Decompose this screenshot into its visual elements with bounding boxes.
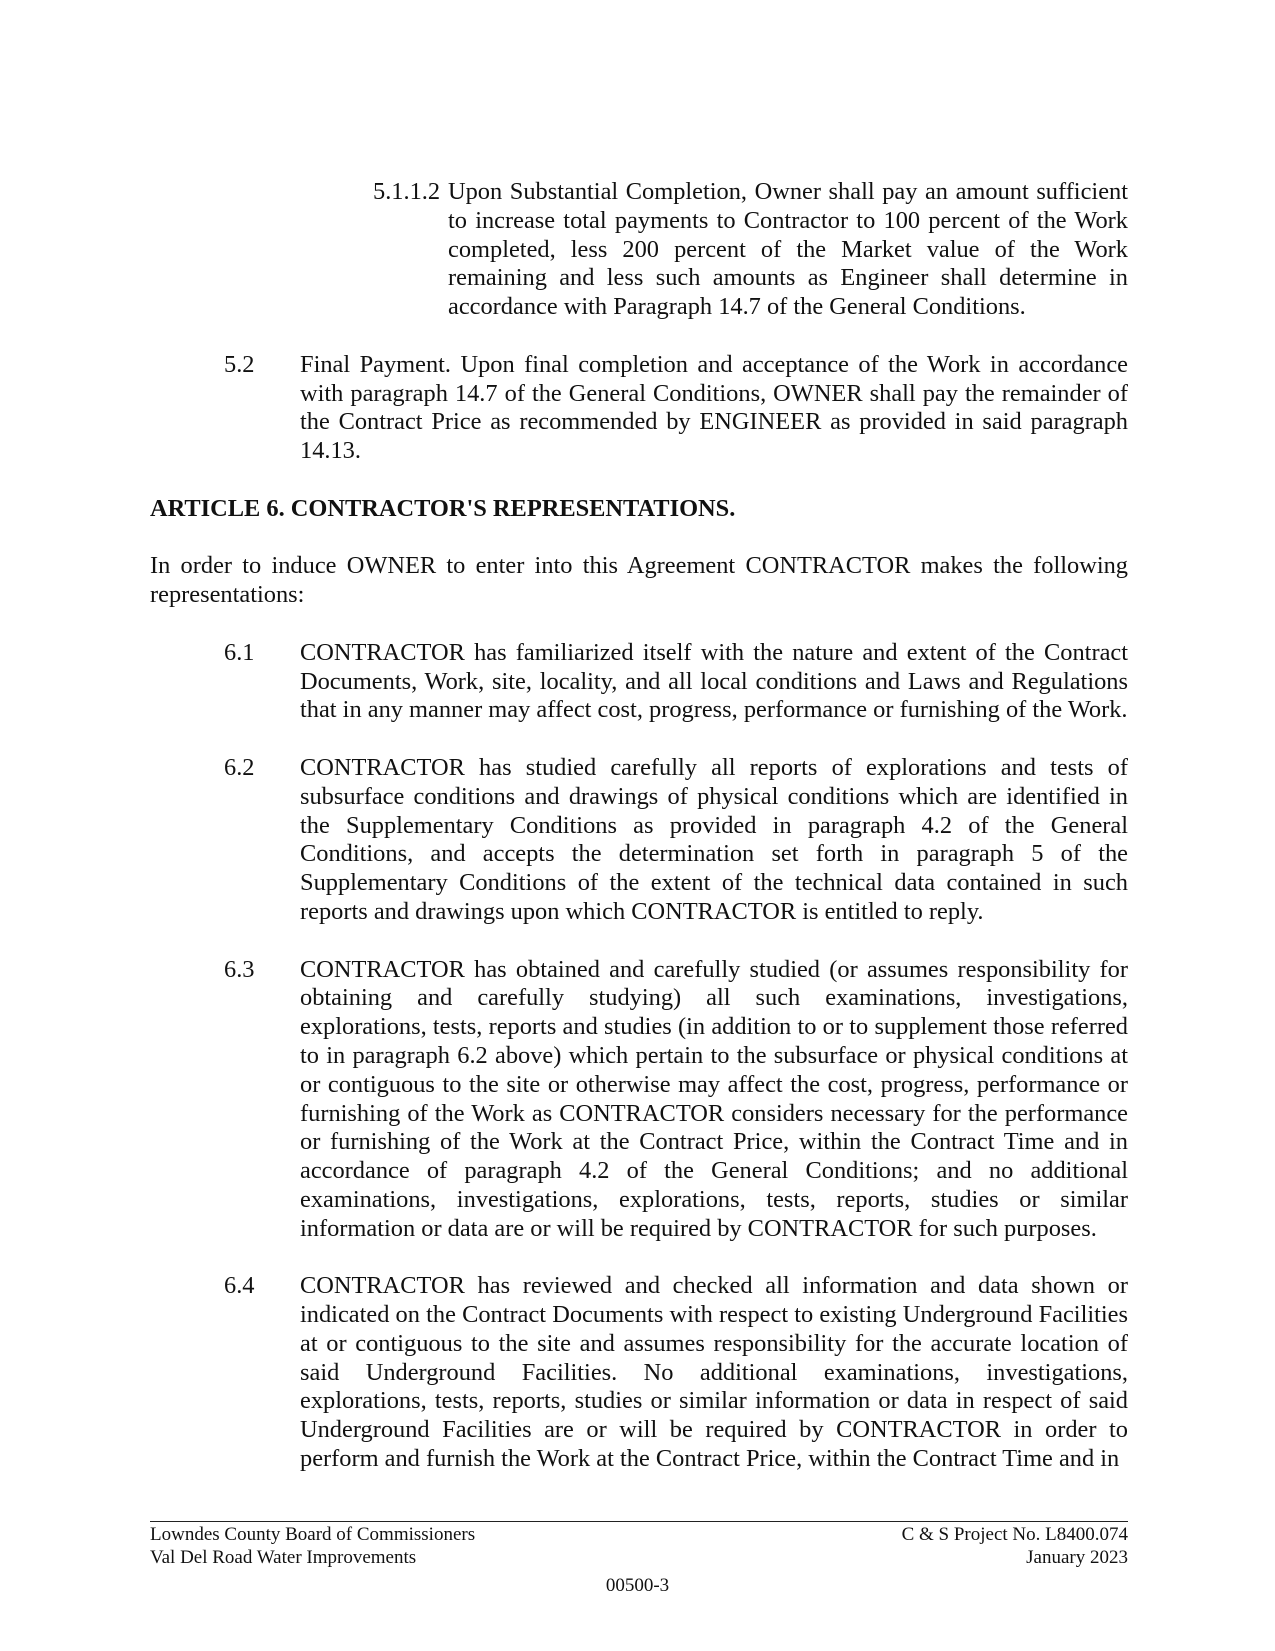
footer-divider [150,1521,1128,1522]
article-6-heading: ARTICLE 6. CONTRACTOR'S REPRESENTATIONS. [150,494,736,522]
section-text: CONTRACTOR has reviewed and checked all information and data shown or indicated on the Contract Documents with respect to existing Underground Facilities at or contiguous to the site and assumes responsibility for the accurate location of said Underground Facilities. No additional examinations, investigations, explorations, tests, reports, studies or similar information or data in respect of said Underground Facilities are or will be required by CONTRACTOR in order to perform and furnish the Work at the Contract Price, within the Contract Time and in [300,1272,1128,1473]
section-6-1 [224,639,1128,725]
section-number: 5.2 [224,350,255,378]
section-6-2 [224,754,1128,927]
section-number: 5.1.1.2 [373,178,441,205]
footer-date: January 2023 [1026,1547,1128,1568]
section-number: 6.1 [224,638,255,666]
section-5-2 [224,351,1128,466]
section-text: Final Payment. Upon final completion and acceptance of the Work in accordance with paragraph 14.7 of the General Conditions, OWNER shall pay the remainder of the Contract Price as recommended by ENGINEER as provided in said paragraph 14.13. [300,350,1128,465]
footer-project-name: Val Del Road Water Improvements [150,1547,417,1568]
article-6-intro: In order to induce OWNER to enter into this Agreement CONTRACTOR makes the following representations: [150,552,1128,609]
section-text: Upon Substantial Completion, Owner shall pay an amount sufficient to increase total payments to Contractor to 100 percent of the Work completed, less 200 percent of the Market value of the Work remaining and less such amounts as Engineer shall determine in accordance with Paragraph 14.7 of the General Conditions. [448,178,1128,321]
section-text: CONTRACTOR has studied carefully all reports of explorations and tests of subsurface conditions and drawings of physical conditions which are identified in the Supplementary Conditions as provided in paragraph 4.2 of the General Conditions, and accepts the determination set forth in paragraph 5 of the Supplementary Conditions of the extent of the technical data contained in such reports and drawings upon which CONTRACTOR is entitled to reply. [300,753,1128,925]
section-number: 6.2 [224,753,255,781]
section-number: 6.3 [224,955,255,983]
page-footer [150,1523,1128,1569]
section-number: 6.4 [224,1272,255,1300]
section-6-3 [224,956,1128,1244]
section-text: CONTRACTOR has obtained and carefully studied (or assumes responsibility for obtaining and carefully studying) all such examinations, investigations, explorations, tests, reports and studies (in addition to or to supplement those referred to in paragraph 6.2 above) which pertain to the subsurface or physical conditions at or contiguous to the site or otherwise may affect the cost, progress, performance or furnishing of the Work as CONTRACTOR considers necessary for the performance or furnishing of the Work at the Contract Price, within the Contract Time and in accordance of paragraph 4.2 of the General Conditions; and no additional examinations, investigations, explorations, tests, reports, studies or similar information or data are or will be required by CONTRACTOR for such purposes. [300,955,1128,1242]
footer-client: Lowndes County Board of Commissioners [150,1524,476,1545]
section-text: CONTRACTOR has familiarized itself with the nature and extent of the Contract Documents, Work, site, locality, and all local conditions and Laws and Regulations that in any manner may affect cost, progress, performance or furnishing of the Work. [300,638,1128,724]
section-6-4 [224,1272,1128,1474]
document-body [150,178,1128,1474]
page-number: 00500-3 [605,1575,670,1596]
footer-project-number: C & S Project No. L8400.074 [901,1524,1128,1545]
section-5-1-1-2 [373,178,1128,322]
